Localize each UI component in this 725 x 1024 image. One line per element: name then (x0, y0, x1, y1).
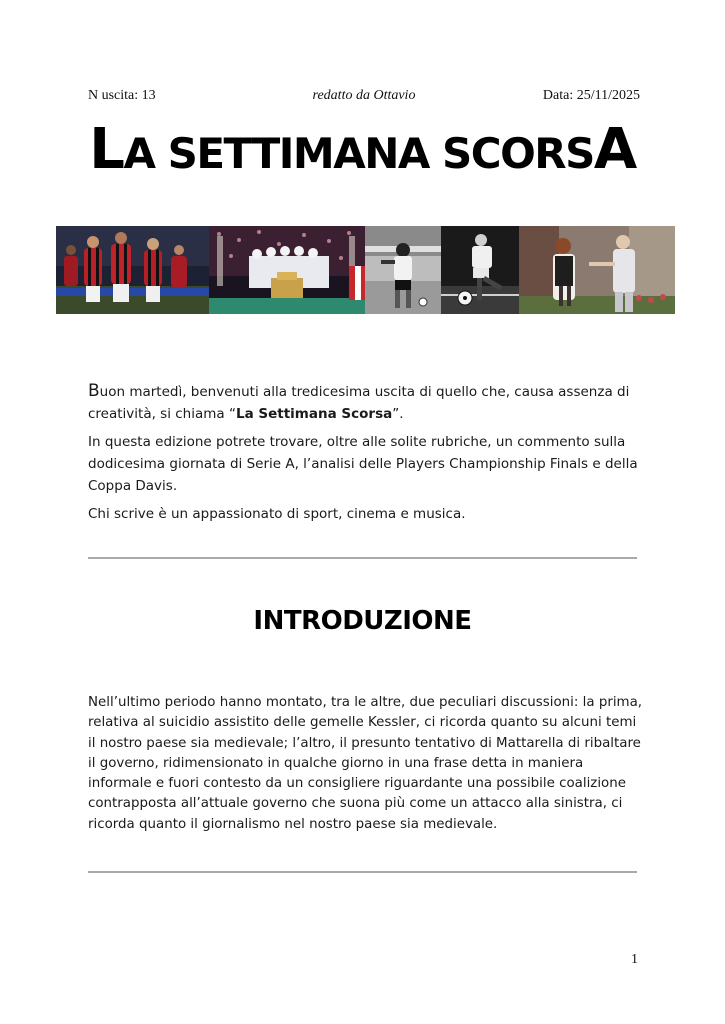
issue-date: Data: 25/11/2025 (542, 88, 640, 103)
author-line: redatto da Ottavio (312, 88, 416, 103)
section-divider-bottom (88, 871, 637, 873)
intro-paragraph-1 (88, 380, 643, 425)
drop-letter: B (88, 381, 100, 401)
page-number: 1 (631, 952, 638, 967)
section-divider-top (88, 557, 637, 559)
intro-text (88, 380, 643, 531)
footballer-kicking-bw-photo (441, 226, 519, 314)
masthead-middle: A SETTIMANA SCORS (123, 129, 594, 178)
intro-paragraph-2: In questa edizione potrete trovare, oltre alle solite rubriche, un commento sulla dodicesima giornata di Serie A, l’analisi delle Players Championship Finals e della Coppa Davis. (88, 434, 638, 494)
newsletter-name-bold: La Settimana Scorsa (235, 406, 393, 422)
masthead-first-letter: L (89, 117, 124, 182)
footballer-dribbling-bw-photo (365, 226, 441, 314)
photo-banner (56, 226, 675, 314)
page-header (88, 88, 640, 108)
issue-number: N uscita: 13 (88, 88, 156, 103)
intro-p1-part2: ”. (392, 406, 404, 422)
section-body: Nell’ultimo periodo hanno montato, tra le altre, due peculiari discussioni: la prima, relativa al suicidio assistito delle gemelle Kessler, ci ricorda quanto su alcuni temi il nostro paese sia medievale; l’altro, il presunto tentativo di Mattarella di ribaltare il governo, ridimensionato in qualche giorno in una frase detta in maniera informale e fuori contesto da un consigliere riguardante una possibile coalizione contrapposta all’attuale governo che suona più come un attacco alla sinistra, ci ricorda quanto il giornalismo nel nostro paese sia medievale. (88, 695, 643, 832)
film-scene-couple-photo (519, 226, 675, 314)
intro-paragraph-3: Chi scrive è un appassionato di sport, cinema e musica. (88, 506, 466, 522)
section-heading: INTRODUZIONE (253, 606, 472, 636)
intro-p1-part1: uon martedì, benvenuti alla tredicesima uscita di quello che, causa assenza di creatività, si chiama “ (88, 384, 630, 422)
masthead-title (0, 117, 725, 182)
football-players-celebrating-photo (56, 226, 209, 314)
masthead-last-letter: A (593, 117, 636, 182)
tennis-team-trophy-photo (209, 226, 365, 314)
